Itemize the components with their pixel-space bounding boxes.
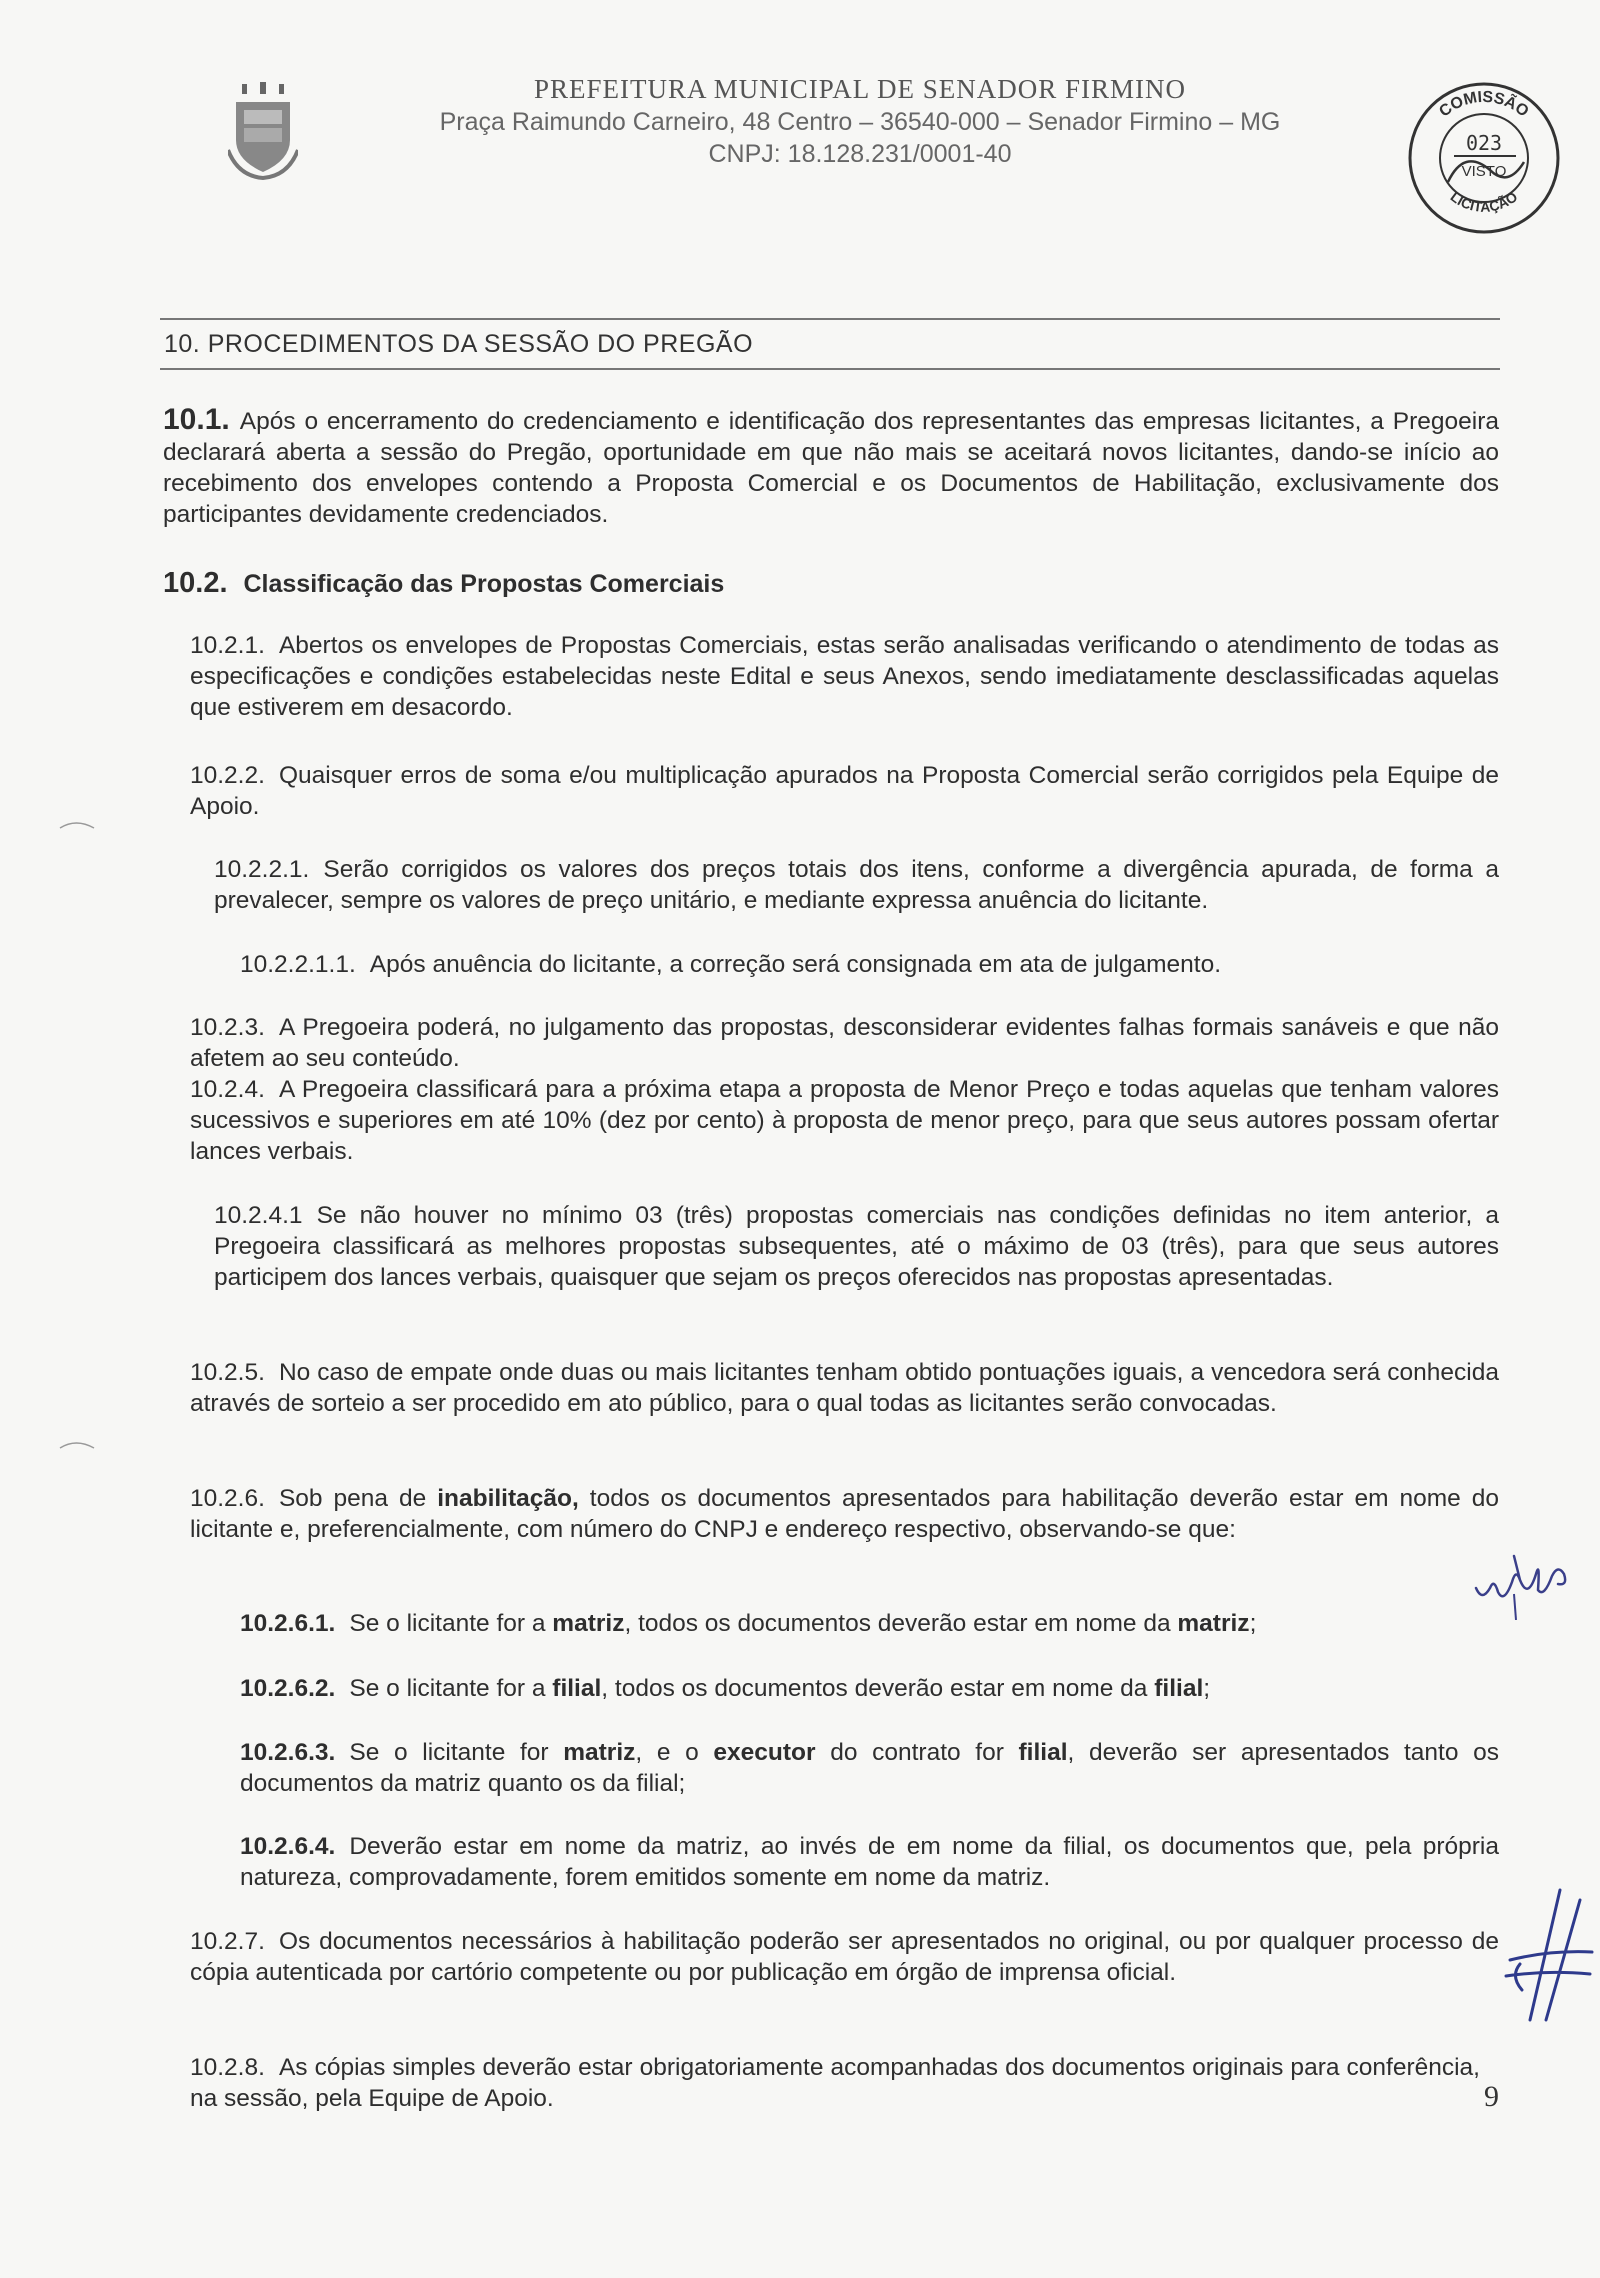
paragraph-number: 10.2.2. [190,762,265,789]
paragraph-text: As cópias simples deverão estar obrigatoriamente acompanhadas dos documentos originais para conferência, na sessão, pela Equipe de Apoio. [190,2054,1480,2112]
stamp-middle: VISTO [1461,163,1507,180]
paragraph-number: 10.2.1. [190,632,265,659]
paragraph-10-2-6-2 [240,1673,1499,1704]
stamp-bottom-text: LICITAÇÃO [1447,188,1521,215]
letterhead [360,72,1360,170]
commission-stamp [1404,78,1564,238]
stamp-top-text: COMISSÃO [1436,88,1532,121]
municipal-crest-icon [228,80,298,180]
paragraph-text: Se não houver no mínimo 03 (três) propostas comerciais nas condições definidas no item anterior, a Pregoeira classificará as melhores propostas subsequentes, até o máximo de 03 (três), para que seus autores participem dos lances verbais, quaisquer que sejam os preços oferecidos nas propostas apresentadas. [214,1202,1499,1291]
text-bold-1: filial [552,1675,602,1702]
paragraph-number: 10.2.4. [190,1076,265,1103]
paragraph-10-2-6 [190,1483,1499,1545]
text-mid-1: , e o [635,1739,714,1766]
paragraph-number: 10.2.4.1 [214,1202,303,1229]
paragraph-number: 10.2.5. [190,1359,265,1386]
paragraph-number: 10.2.6.3. [240,1739,336,1766]
paragraph-text: Quaisquer erros de soma e/ou multiplicação apurados na Proposta Comercial serão corrigidos pela Equipe de Apoio. [190,762,1499,820]
heading-number: 10.2. [163,567,228,599]
paragraph-10-2-7 [190,1926,1499,1988]
paragraph-10-2-6-4 [240,1831,1499,1893]
paragraph-text: Deverão estar em nome da matriz, ao invés de em nome da filial, os documentos que, pela própria natureza, comprovadamente, forem emitidos somente em nome da matriz. [240,1833,1499,1891]
stamp-number: 023 [1465,131,1503,155]
text-post: ; [1203,1675,1211,1702]
paragraph-number: 10.2.6. [190,1485,265,1512]
paragraph-number: 10.2.2.1.1. [240,951,356,978]
paragraph-text: Após anuência do licitante, a correção será consignada em ata de julgamento. [369,951,1222,978]
text-bold-1: matriz [552,1610,625,1637]
paragraph-10-2-1 [190,630,1499,723]
paragraph-number: 10.2.8. [190,2054,265,2081]
text-pre: Se o licitante for [349,1739,564,1766]
paragraph-number: 10.2.7. [190,1928,265,1955]
text-post: , deverão ser apresentados tanto os documentos da matriz quanto os da filial; [240,1739,1499,1797]
scan-mark-icon [58,1438,98,1452]
text-post: ; [1249,1610,1257,1637]
text-pre: Se o licitante for a [349,1610,553,1637]
text-mid: , todos os documentos deverão estar em nome da [624,1610,1178,1637]
paragraph-text: A Pregoeira classificará para a próxima etapa a proposta de Menor Preço e todas aquelas que tenham valores sucessivos e superiores em até 10% (dez por cento) à proposta de menor preço, para que seus autores possam ofertar lances verbais. [190,1076,1499,1165]
text-mid-2: do contrato for [815,1739,1019,1766]
paragraph-10-2-2-1 [214,854,1499,916]
letterhead-cnpj: CNPJ: 18.128.231/0001-40 [708,140,1012,168]
handwritten-signature-icon [1468,1530,1578,1620]
text-bold-2: filial [1154,1675,1204,1702]
paragraph-number: 10.2.6.2. [240,1675,336,1702]
paragraph-10-2-2 [190,760,1499,822]
paragraph-10-1 [163,404,1499,530]
page-number: 9 [1484,2080,1499,2113]
paragraph-10-2-2-1-1 [240,949,1499,980]
paragraph-text: Os documentos necessários à habilitação poderão ser apresentados no original, ou por qualquer processo de cópia autenticada por cartório competente ou por publicação em órgão de imprensa oficial. [190,1928,1499,1986]
paragraph-10-2-4-1 [214,1200,1499,1293]
paragraph-10-2-4 [190,1074,1499,1167]
paragraph-10-2-5 [190,1357,1499,1419]
scan-mark-icon [58,818,98,832]
paragraph-number: 10.1. [163,403,230,436]
heading-10-2 [163,568,1499,600]
letterhead-title: PREFEITURA MUNICIPAL DE SENADOR FIRMINO [533,74,1187,104]
text-bold-2: executor [713,1739,816,1766]
section-header [160,318,1500,370]
heading-title: Classificação das Propostas Comerciais [243,570,725,598]
paragraph-number: 10.2.6.1. [240,1610,336,1637]
paragraph-text-post: todos os documentos apresentados para habilitação deverão estar em nome do licitante e, preferencialmente, com número do CNPJ e endereço respectivo, observando-se que: [190,1485,1499,1543]
text-bold-2: matriz [1177,1610,1250,1637]
paragraph-number: 10.2.2.1. [214,856,310,883]
paragraph-number: 10.2.6.4. [240,1833,336,1860]
paragraph-10-2-3 [190,1012,1499,1074]
handwritten-initials-icon [1500,1880,1600,2030]
paragraph-text-pre: Sob pena de [278,1485,438,1512]
paragraph-text: No caso de empate onde duas ou mais licitantes tenham obtido pontuações iguais, a vencedora será conhecida através de sorteio a ser procedido em ato público, para o qual todas as licitantes serão convocadas. [190,1359,1499,1417]
paragraph-number: 10.2.3. [190,1014,265,1041]
section-title: 10. PROCEDIMENTOS DA SESSÃO DO PREGÃO [164,330,754,358]
letterhead-address: Praça Raimundo Carneiro, 48 Centro – 36540-000 – Senador Firmino – MG [439,108,1281,136]
text-mid: , todos os documentos deverão estar em nome da [601,1675,1155,1702]
text-pre: Se o licitante for a [349,1675,553,1702]
paragraph-10-2-6-1 [240,1608,1499,1639]
paragraph-10-2-6-3 [240,1737,1499,1799]
text-bold-3: filial [1018,1739,1068,1766]
paragraph-text: Serão corrigidos os valores dos preços totais dos itens, conforme a divergência apurada, de forma a prevalecer, sempre os valores de preço unitário, e mediante expressa anuência do licitante. [214,856,1499,914]
paragraph-text: A Pregoeira poderá, no julgamento das propostas, desconsiderar evidentes falhas formais sanáveis e que não afetem ao seu conteúdo. [190,1014,1499,1072]
paragraph-text-bold: inabilitação, [437,1485,579,1512]
paragraph-10-2-8 [190,2052,1480,2114]
text-bold-1: matriz [563,1739,636,1766]
paragraph-text: Após o encerramento do credenciamento e identificação dos representantes das empresas licitantes, a Pregoeira declarará aberta a sessão do Pregão, oportunidade em que não mais se aceitará novos licitantes, dando-se início ao recebimento dos envelopes contendo a Proposta Comercial e os Documentos de Habilitação, exclusivamente dos participantes devidamente credenciados. [163,408,1499,528]
paragraph-text: Abertos os envelopes de Propostas Comerciais, estas serão analisadas verificando o atendimento de todas as especificações e condições estabelecidas neste Edital e seus Anexos, sendo imediatamente desclassificadas aquelas que estiverem em desacordo. [190,632,1499,721]
svg-text:LICITAÇÃO [1448,188,1521,215]
